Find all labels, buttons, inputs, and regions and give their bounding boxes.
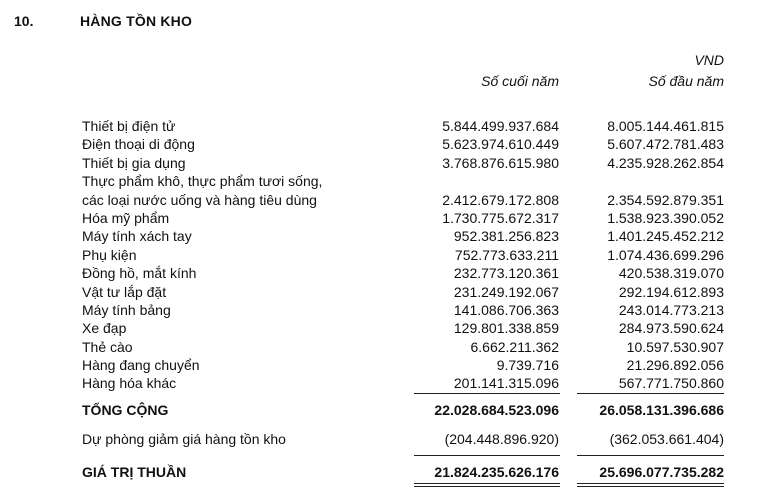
table-row (0, 191, 762, 209)
subtotal-rule (414, 393, 560, 394)
net-beginning-of-year: 25.696.077.735.282 (599, 464, 724, 480)
total-end-of-year: 22.028.684.523.096 (434, 402, 559, 418)
row-label: Thiết bị gia dụng (82, 154, 186, 171)
beginning-of-year-value: 5.607.472.781.483 (607, 136, 724, 153)
end-of-year-value: 752.773.633.211 (454, 246, 559, 263)
beginning-of-year-value: 2.354.592.879.351 (607, 191, 724, 208)
end-of-year-value: 9.739.716 (496, 357, 559, 374)
table-row (0, 227, 762, 245)
beginning-of-year-value: 8.005.144.461.815 (607, 118, 724, 134)
row-label: Vật tư lắp đặt (82, 283, 167, 300)
table-row (0, 319, 762, 337)
table-row (0, 135, 762, 153)
end-of-year-value: 231.249.192.067 (453, 283, 559, 300)
beginning-of-year-value: 1.401.245.452.212 (607, 228, 724, 245)
table-row (0, 209, 762, 227)
total-label: TỔNG CỘNG (82, 402, 169, 418)
row-label: các loại nước uống và hàng tiêu dùng (82, 191, 317, 208)
end-of-year-value: 1.730.775.672.317 (442, 209, 559, 226)
row-label: Xe đạp (82, 320, 127, 337)
end-of-year-value: 201.141.315.096 (453, 375, 559, 392)
beginning-of-year-value: 420.538.319.070 (618, 265, 724, 282)
row-label: Thẻ cào (82, 338, 133, 355)
currency-unit: VND (694, 52, 724, 68)
end-of-year-value: 141.086.706.363 (453, 301, 559, 318)
net-double-rule (414, 486, 560, 487)
table-row (0, 154, 762, 172)
provision-end-of-year: (204.448.896.920) (444, 431, 559, 447)
end-of-year-value: 2.412.679.172.808 (442, 191, 559, 208)
net-double-rule (577, 486, 724, 487)
net-rule (577, 455, 724, 456)
end-of-year-value: 6.662.211.362 (470, 338, 559, 355)
row-label: Phụ kiện (82, 246, 137, 263)
table-row (0, 374, 762, 392)
row-label: Điện thoại di động (82, 136, 195, 153)
table-row (0, 117, 762, 135)
end-of-year-value: 3.768.876.615.980 (442, 154, 559, 171)
net-end-of-year: 21.824.235.626.176 (434, 464, 559, 480)
row-label: Hàng hóa khác (82, 375, 177, 392)
table-row (0, 246, 762, 264)
end-of-year-value: 129.801.338.859 (453, 320, 559, 337)
provision-label: Dự phòng giảm giá hàng tồn kho (82, 431, 286, 447)
row-label: Máy tính xách tay (82, 228, 192, 245)
end-of-year-value: 952.381.256.823 (453, 228, 559, 245)
row-label: Đồng hồ, mắt kính (82, 265, 197, 282)
section-number: 10. (14, 13, 34, 29)
table-row (0, 301, 762, 319)
table-row (0, 356, 762, 374)
net-label: GIÁ TRỊ THUẦN (82, 464, 187, 480)
column-header-end-of-year: Số cuối năm (481, 73, 559, 89)
beginning-of-year-value: 1.538.923.390.052 (607, 209, 724, 226)
beginning-of-year-value: 10.597.530.907 (626, 338, 724, 355)
beginning-of-year-value: 243.014.773.213 (618, 301, 724, 318)
end-of-year-value: 5.844.499.937.684 (442, 118, 559, 134)
beginning-of-year-value: 284.973.590.624 (618, 320, 724, 337)
beginning-of-year-value: 4.235.928.262.854 (607, 154, 724, 171)
column-header-beginning-of-year: Số đầu năm (648, 73, 724, 89)
net-rule (414, 455, 560, 456)
row-label: Thực phẩm khô, thực phẩm tươi sống, (82, 173, 323, 190)
row-label: Máy tính bảng (82, 301, 171, 318)
table-row (0, 264, 762, 282)
beginning-of-year-value: 21.296.892.056 (626, 357, 724, 374)
total-beginning-of-year: 26.058.131.396.686 (599, 402, 724, 418)
beginning-of-year-value: 567.771.750.860 (618, 375, 724, 392)
section-title: HÀNG TỒN KHO (80, 13, 193, 29)
net-double-rule (577, 483, 724, 484)
table-row (0, 172, 762, 190)
provision-beginning-of-year: (362.053.661.404) (609, 431, 724, 447)
row-label: Thiết bị điện tử (82, 118, 176, 134)
inventory-table (0, 117, 762, 393)
beginning-of-year-value: 1.074.436.699.296 (607, 246, 724, 263)
beginning-of-year-value: 292.194.612.893 (618, 283, 724, 300)
net-double-rule (414, 483, 560, 484)
row-label: Hóa mỹ phẩm (82, 209, 170, 226)
row-label: Hàng đang chuyển (82, 357, 200, 374)
table-row (0, 283, 762, 301)
subtotal-rule (577, 393, 724, 394)
end-of-year-value: 232.773.120.361 (453, 265, 559, 282)
table-row (0, 338, 762, 356)
end-of-year-value: 5.623.974.610.449 (442, 136, 559, 153)
